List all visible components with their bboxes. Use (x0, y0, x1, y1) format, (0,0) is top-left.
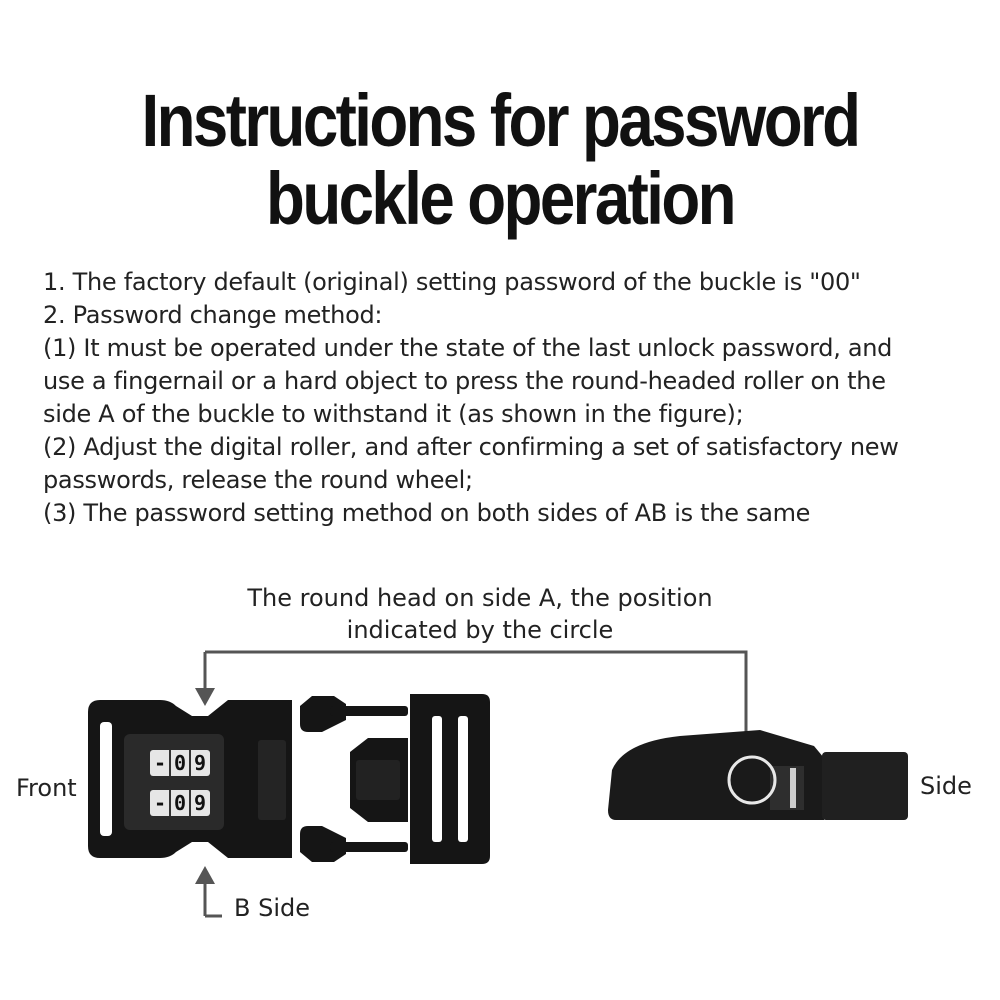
dial-bottom-digit: 0 (173, 791, 187, 815)
instruction-line: (1) It must be operated under the state of the last unlock password, and (43, 334, 893, 362)
instruction-line: (2) Adjust the digital roller, and after confirming a set of satisfactory new (43, 433, 899, 461)
dial-top-digit: 9 (193, 751, 207, 775)
callout-line-2: indicated by the circle (346, 616, 614, 644)
side-label: Side (920, 772, 972, 800)
instruction-line: passwords, release the round wheel; (43, 466, 473, 494)
front-label: Front (16, 774, 77, 802)
title-line-2: buckle operation (266, 157, 734, 240)
instruction-line: (3) The password setting method on both sides of AB is the same (43, 499, 811, 527)
instruction-line: 2. Password change method: (43, 301, 383, 329)
dial-bottom-digit: 9 (193, 791, 207, 815)
bottom-arrow-icon (205, 884, 222, 916)
side-view-buckle (608, 730, 908, 820)
dial-bottom-digit: - (153, 791, 167, 815)
instruction-line: use a fingernail or a hard object to press the round-headed roller on the (43, 367, 886, 395)
top-arrow-icon (195, 688, 215, 706)
dial-top-digit: 0 (173, 751, 187, 775)
dial-top-digit: - (153, 751, 167, 775)
b-side-label: B Side (234, 894, 310, 922)
instruction-line: side A of the buckle to withstand it (as shown in the figure); (43, 400, 744, 428)
title-line-1: Instructions for password (141, 79, 859, 162)
instruction-line: 1. The factory default (original) setting password of the buckle is "00" (43, 268, 861, 296)
callout-line-1: The round head on side A, the position (247, 584, 713, 612)
front-buckle-female (88, 700, 292, 858)
